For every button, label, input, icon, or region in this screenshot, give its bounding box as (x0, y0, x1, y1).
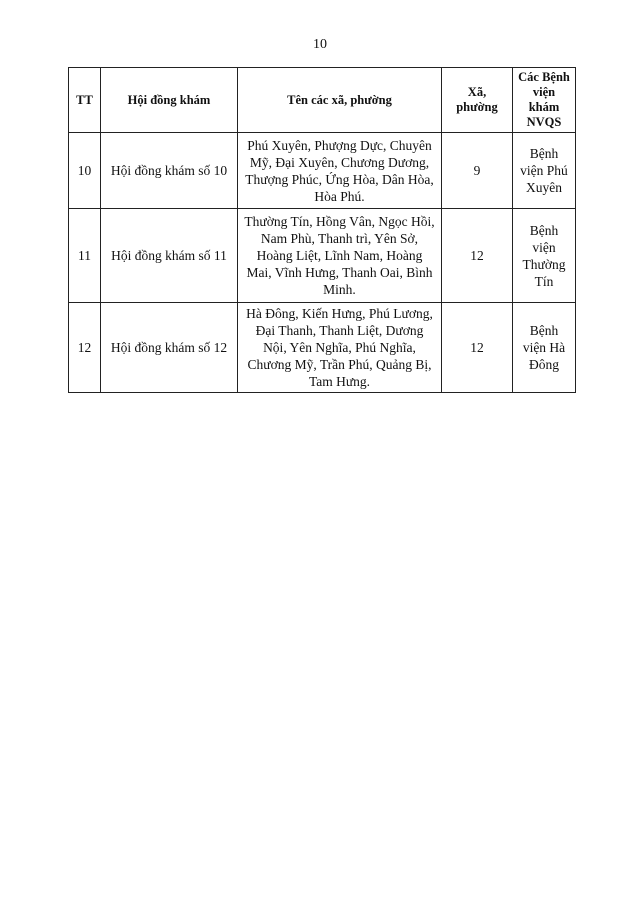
row-hospital: Bệnh viện Hà Đông (513, 303, 576, 393)
council-table (68, 67, 576, 393)
header-wards: Tên các xã, phường (238, 68, 442, 133)
row-tt: 12 (69, 303, 101, 393)
row-council: Hội đồng khám số 12 (101, 303, 238, 393)
header-ward-count: Xã, phường (442, 68, 513, 133)
row-tt: 10 (69, 133, 101, 209)
row-hospital: Bệnh viện Thường Tín (513, 209, 576, 303)
row-hospital: Bệnh viện Phú Xuyên (513, 133, 576, 209)
row-wards: Thường Tín, Hồng Vân, Ngọc Hồi, Nam Phù, Thanh trì, Yên Sở, Hoàng Liệt, Lĩnh Nam, Hoàng Mai, Vĩnh Hưng, Thanh Oai, Bình Minh. (238, 209, 442, 303)
row-council: Hội đồng khám số 10 (101, 133, 238, 209)
table-row (69, 209, 576, 303)
row-ward-count: 9 (442, 133, 513, 209)
header-council: Hội đồng khám (101, 68, 238, 133)
row-wards: Hà Đông, Kiến Hưng, Phú Lương, Đại Thanh, Thanh Liệt, Dương Nội, Yên Nghĩa, Phú Nghĩa, Chương Mỹ, Trần Phú, Quảng Bị, Tam Hưng. (238, 303, 442, 393)
row-ward-count: 12 (442, 303, 513, 393)
row-ward-count: 12 (442, 209, 513, 303)
table-header-row (69, 68, 576, 133)
row-council: Hội đồng khám số 11 (101, 209, 238, 303)
table-row (69, 303, 576, 393)
header-tt: TT (69, 68, 101, 133)
table-row (69, 133, 576, 209)
row-wards: Phú Xuyên, Phượng Dực, Chuyên Mỹ, Đại Xuyên, Chương Dương, Thượng Phúc, Ứng Hòa, Dân Hòa, Hòa Phú. (238, 133, 442, 209)
page-number: 10 (313, 37, 327, 52)
row-tt: 11 (69, 209, 101, 303)
header-hospital: Các Bệnh viện khám NVQS (513, 68, 576, 133)
